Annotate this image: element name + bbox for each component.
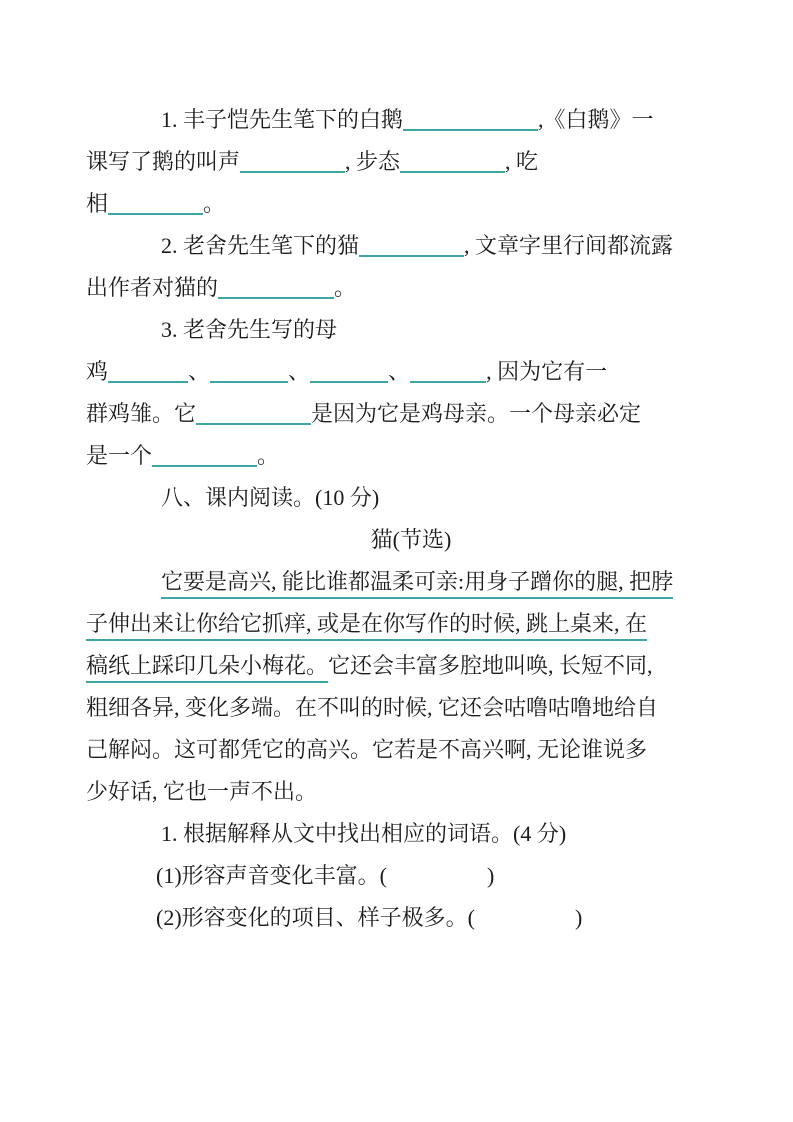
question-1-line-1 — [86, 99, 662, 141]
passage-line-5 — [86, 729, 662, 771]
text-segment: 出作者对猫的 — [86, 275, 219, 300]
text-segment: 猫(节选) — [370, 527, 452, 552]
text-segment: 相 — [86, 191, 109, 216]
text-segment: ) — [486, 863, 495, 888]
underlined-text: 它要是高兴, 能比谁都温柔可亲:用身子蹭你的腿, 把脖 — [161, 569, 673, 599]
passage-line-1 — [86, 561, 674, 603]
text-segment: ) — [574, 905, 583, 930]
text-segment: 。 — [257, 443, 280, 468]
question-1-line-3 — [86, 183, 662, 225]
section-8-heading — [86, 477, 662, 519]
answer-blank — [196, 401, 311, 425]
text-segment: 3. 老舍先生写的母 — [161, 317, 338, 342]
text-segment: 、 — [188, 359, 211, 384]
passage-line-2 — [86, 603, 662, 645]
reading-question-1-1 — [86, 855, 662, 897]
text-segment: 、 — [288, 359, 311, 384]
underlined-text: 稿纸上踩印几朵小梅花。 — [86, 653, 328, 683]
text-segment: 1. 根据解释从文中找出相应的词语。(4 分) — [161, 821, 567, 846]
document-lines — [86, 99, 674, 939]
text-segment: ,《白鹅》一 — [538, 107, 654, 132]
text-segment: 八、课内阅读。(10 分) — [161, 485, 380, 510]
passage-line-6 — [86, 771, 662, 813]
text-segment: (2)形容变化的项目、样子极多。( — [156, 905, 475, 930]
reading-question-1-2 — [86, 897, 662, 939]
passage-line-3 — [86, 645, 662, 687]
question-3-line-2 — [86, 351, 662, 393]
text-segment: 是因为它是鸡母亲。一个母亲必定 — [311, 401, 642, 426]
answer-blank — [108, 359, 188, 383]
passage-title — [86, 519, 662, 561]
text-segment: 课写了鹅的叫声 — [86, 149, 241, 174]
answer-blank — [210, 359, 288, 383]
answer-blank — [218, 275, 334, 299]
answer-gap — [387, 863, 487, 887]
text-segment: 2. 老舍先生笔下的猫 — [161, 233, 360, 258]
text-segment: 是一个 — [86, 443, 153, 468]
question-2-line-2 — [86, 267, 662, 309]
underlined-text: 子伸出来让你给它抓痒, 或是在你写作的时候, 跳上桌来, 在 — [86, 611, 647, 641]
question-3-line-3 — [86, 393, 662, 435]
text-segment: , 步态 — [345, 149, 401, 174]
answer-blank — [400, 149, 505, 173]
question-3-line-1 — [86, 309, 662, 351]
question-1-line-2 — [86, 141, 662, 183]
text-segment: 1. 丰子恺先生笔下的白鹅 — [161, 107, 404, 132]
passage-line-4 — [86, 687, 662, 729]
text-segment: 己解闷。这可都凭它的高兴。它若是不高兴啊, 无论谁说多 — [86, 737, 648, 762]
text-segment: (1)形容声音变化丰富。( — [156, 863, 387, 888]
answer-blank — [240, 149, 345, 173]
answer-blank — [359, 233, 464, 257]
answer-blank — [108, 191, 203, 215]
text-segment: , 吃 — [505, 149, 539, 174]
answer-blank — [410, 359, 486, 383]
text-segment: 。 — [334, 275, 357, 300]
answer-blank — [310, 359, 388, 383]
text-segment: , 文章字里行间都流露 — [464, 233, 674, 258]
text-segment: 群鸡雏。它 — [86, 401, 197, 426]
text-segment: 它还会丰富多腔地叫唤, 长短不同, — [328, 653, 653, 678]
answer-blank — [152, 443, 257, 467]
text-segment: 少好话, 它也一声不出。 — [86, 779, 318, 804]
text-segment: 粗细各异, 变化多端。在不叫的时候, 它还会咕噜咕噜地给自 — [86, 695, 659, 720]
answer-gap — [475, 905, 575, 929]
reading-question-1 — [86, 813, 662, 855]
text-segment: 。 — [203, 191, 226, 216]
question-2-line-1 — [86, 225, 674, 267]
text-segment: , 因为它有一 — [486, 359, 608, 384]
text-segment: 鸡 — [86, 359, 109, 384]
text-segment: 、 — [388, 359, 411, 384]
question-3-line-4 — [86, 435, 662, 477]
answer-blank — [403, 107, 538, 131]
